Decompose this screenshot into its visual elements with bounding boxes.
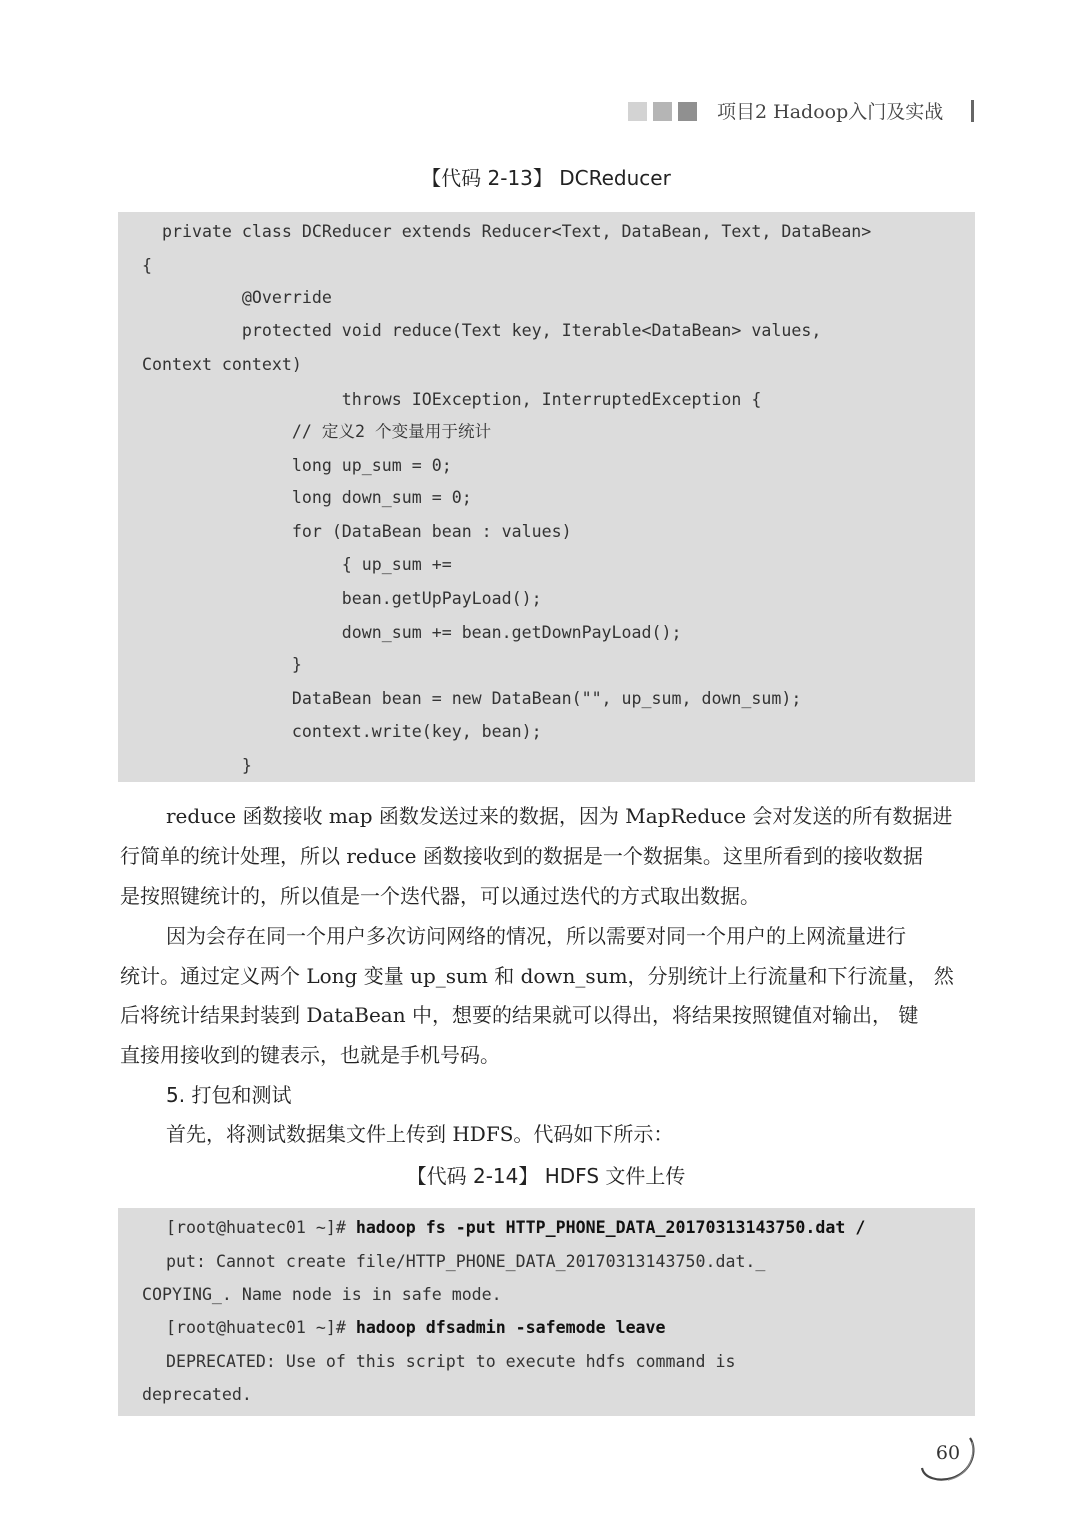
paragraph-line: reduce 函数接收 map 函数发送过来的数据，因为 MapReduce 会对发送的所有数据进 xyxy=(166,804,953,828)
code-line: { up_sum += xyxy=(142,555,452,574)
code-line: } xyxy=(142,756,252,775)
code-caption-2-13: 【代码 2-13】 DCReducer xyxy=(421,166,671,190)
code-line: Context context) xyxy=(142,355,302,374)
code-line: } xyxy=(142,655,302,674)
code-line: DataBean bean = new DataBean("", up_sum, down_sum); xyxy=(142,689,802,708)
section-heading: 5. 打包和测试 xyxy=(166,1083,292,1107)
paragraph-line: 后将统计结果封装到 DataBean 中，想要的结果就可以得出，将结果按照键值对输出， 键 xyxy=(120,1003,919,1027)
terminal-output: COPYING_. Name node is in safe mode. xyxy=(142,1285,502,1304)
shell-prompt: [root@huatec01 ~]# xyxy=(166,1218,356,1237)
code-line: for (DataBean bean : values) xyxy=(142,522,572,541)
terminal-line xyxy=(166,1217,865,1239)
code-line: protected void reduce(Text key, Iterable<DataBean> values, xyxy=(142,321,822,340)
code-line: long up_sum = 0; xyxy=(142,456,452,475)
shell-command: hadoop fs -put HTTP_PHONE_DATA_20170313143750.dat / xyxy=(355,1218,866,1237)
terminal-output: put: Cannot create file/HTTP_PHONE_DATA_20170313143750.dat._ xyxy=(166,1252,766,1271)
paragraph-line: 直接用接收到的键表示，也就是手机号码。 xyxy=(120,1043,500,1067)
header-title: 项目2 Hadoop入门及实战 xyxy=(717,101,944,123)
paragraph-line: 是按照键统计的，所以值是一个迭代器，可以通过迭代的方式取出数据。 xyxy=(120,884,760,908)
code-caption-2-14: 【代码 2-14】 HDFS 文件上传 xyxy=(406,1164,686,1188)
header-square-dark xyxy=(678,102,697,121)
header-square-mid xyxy=(653,102,672,121)
terminal-output: deprecated. xyxy=(142,1385,252,1404)
code-line: { xyxy=(142,256,152,275)
terminal-line xyxy=(166,1317,666,1339)
code-line: private class DCReducer extends Reducer<Text, DataBean, Text, DataBean> xyxy=(142,222,872,241)
header-divider xyxy=(971,100,974,122)
header-square-light xyxy=(628,102,647,121)
paragraph-line: 行简单的统计处理，所以 reduce 函数接收到的数据是一个数据集。这里所看到的接收数据 xyxy=(120,844,923,868)
code-line: @Override xyxy=(142,288,332,307)
code-line: long down_sum = 0; xyxy=(142,488,472,507)
page-number: 60 xyxy=(935,1442,961,1464)
code-block-hdfs-upload xyxy=(118,1208,975,1416)
page-number-badge xyxy=(918,1432,978,1484)
code-line: bean.getUpPayLoad(); xyxy=(142,589,542,608)
paragraph-line: 统计。通过定义两个 Long 变量 up_sum 和 down_sum，分别统计上行流量和下行流量， 然 xyxy=(120,964,954,988)
code-block-dcreducer xyxy=(118,212,975,782)
terminal-output: DEPRECATED: Use of this script to execute hdfs command is xyxy=(166,1352,736,1371)
shell-prompt: [root@huatec01 ~]# xyxy=(166,1318,356,1337)
code-line: down_sum += bean.getDownPayLoad(); xyxy=(142,623,682,642)
running-header xyxy=(628,98,978,126)
code-line: // 定义2 个变量用于统计 xyxy=(142,422,492,441)
code-line: context.write(key, bean); xyxy=(142,722,542,741)
shell-command: hadoop dfsadmin -safemode leave xyxy=(355,1318,666,1337)
paragraph-line: 因为会存在同一个用户多次访问网络的情况，所以需要对同一个用户的上网流量进行 xyxy=(166,924,906,948)
intro-line: 首先，将测试数据集文件上传到 HDFS。代码如下所示： xyxy=(166,1122,674,1146)
code-line: throws IOException, InterruptedException { xyxy=(142,390,762,409)
